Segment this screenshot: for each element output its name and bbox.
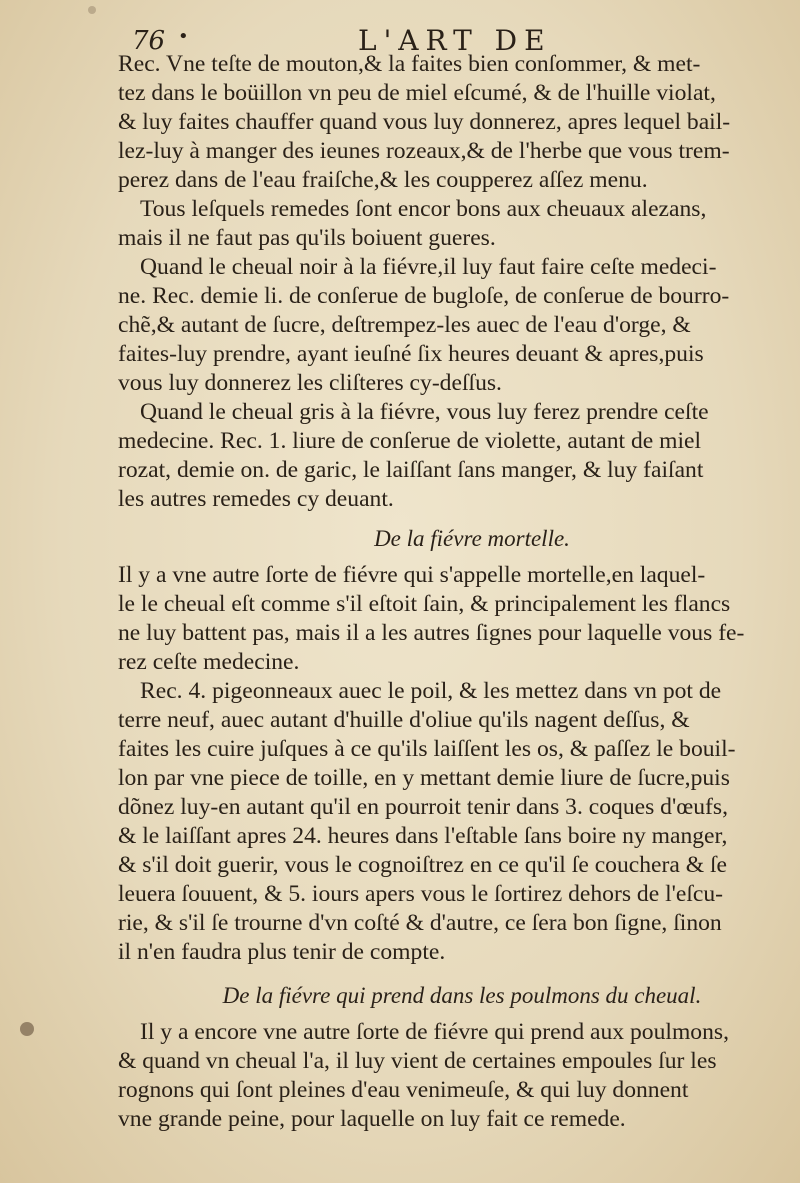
paragraph — [118, 50, 766, 195]
text-block — [118, 50, 766, 1134]
text-line: & luy faites chauffer quand vous luy donnerez, apres lequel bail- — [118, 109, 731, 135]
paragraph — [118, 398, 766, 514]
text-line: & le laiſſant apres 24. heures dans l'eſtable ſans boire ny manger, — [118, 823, 728, 849]
ornament-mark: • — [178, 26, 189, 47]
paragraph — [118, 1018, 766, 1134]
text-line: ne luy battent pas, mais il a les autres ſignes pour laquelle vous fe- — [118, 620, 745, 646]
ink-stain — [88, 6, 96, 14]
section-1-paragraphs — [118, 561, 766, 967]
text-line: terre neuf, auec autant d'huille d'oliue qu'ils nagent deſſus, & — [118, 707, 690, 733]
running-title: L'ART DE — [358, 24, 552, 57]
text-line: faites les cuire juſques à ce qu'ils laiſſent les os, & paſſez le bouil- — [118, 736, 736, 762]
text-line: lez-luy à manger des ieunes rozeaux,& de l'herbe que vous trem- — [118, 138, 730, 164]
text-line: mais il ne faut pas qu'ils boiuent gueres. — [118, 225, 496, 251]
text-line: medecine. Rec. 1. liure de conſerue de violette, autant de miel — [118, 428, 702, 454]
intro-paragraphs — [118, 50, 766, 514]
text-line: Il y a encore vne autre ſorte de fiévre qui prend aux poulmons, — [140, 1019, 729, 1045]
section-2-paragraphs — [118, 1018, 766, 1134]
text-line: Rec. Vne teſte de mouton,& la faites bien conſommer, & met- — [118, 51, 701, 77]
text-line: tez dans le boüillon vn peu de miel eſcumé, & de l'huille violat, — [118, 80, 716, 106]
paragraph — [118, 195, 766, 253]
text-line: Quand le cheual noir à la fiévre,il luy faut faire ceſte medeci- — [140, 254, 717, 280]
text-line: & s'il doit guerir, vous le cognoiſtrez en ce qu'il ſe couchera & ſe — [118, 852, 728, 878]
text-line: leuera ſouuent, & 5. iours apers vous le ſortirez dehors de l'eſcu- — [118, 881, 724, 907]
page-number: 76 — [132, 26, 166, 56]
text-line: rie, & s'il ſe trourne d'vn coſté & d'autre, ce ſera bon ſigne, ſinon — [118, 910, 722, 936]
text-line: rez ceſte medecine. — [118, 649, 300, 675]
text-line: faites-luy prendre, ayant ieuſné ſix heures deuant & apres,puis — [118, 341, 704, 367]
text-line: perez dans de l'eau fraiſche,& les coupperez aſſez menu. — [118, 167, 648, 193]
text-line: Tous leſquels remedes ſont encor bons aux cheuaux alezans, — [140, 196, 707, 222]
text-line: vous luy donnerez les cliſteres cy-deſſus. — [118, 370, 502, 396]
text-line: Rec. 4. pigeonneaux auec le poil, & les mettez dans vn pot de — [140, 678, 722, 704]
text-line: chẽ,& autant de ſucre, deſtrempez-les auec de l'eau d'orge, & — [118, 312, 691, 338]
text-line: & quand vn cheual l'a, il luy vient de certaines empoules ſur les — [118, 1048, 717, 1074]
text-line: Il y a vne autre ſorte de fiévre qui s'appelle mortelle,en laquel- — [118, 562, 706, 588]
text-line: lon par vne piece de toille, en y mettant demie liure de ſucre,puis — [118, 765, 730, 791]
text-line: rozat, demie on. de garic, le laiſſant ſans manger, & luy faiſant — [118, 457, 704, 483]
text-line: les autres remedes cy deuant. — [118, 486, 394, 512]
text-line: Quand le cheual gris à la fiévre, vous luy ferez prendre ceſte — [140, 399, 709, 425]
paragraph — [118, 253, 766, 398]
section-heading: De la fiévre qui prend dans les poulmons du cheual. — [222, 983, 702, 1008]
text-line: ne. Rec. demie li. de conſerue de bugloſe, de conſerue de bourro- — [118, 283, 730, 309]
text-line: rognons qui ſont pleines d'eau venimeuſe, & qui luy donnent — [118, 1077, 689, 1103]
text-line: le le cheual eſt comme s'il eſtoit ſain, & principalement les flancs — [118, 591, 731, 617]
text-line: il n'en faudra plus tenir de compte. — [118, 939, 446, 965]
section-heading: De la fiévre mortelle. — [374, 526, 570, 551]
paragraph — [118, 561, 766, 677]
ink-stain — [20, 1022, 34, 1036]
text-line: vne grande peine, pour laquelle on luy fait ce remede. — [118, 1106, 626, 1132]
text-line: dõnez luy-en autant qu'il en pourroit tenir dans 3. coques d'œufs, — [118, 794, 728, 820]
paragraph — [118, 677, 766, 967]
